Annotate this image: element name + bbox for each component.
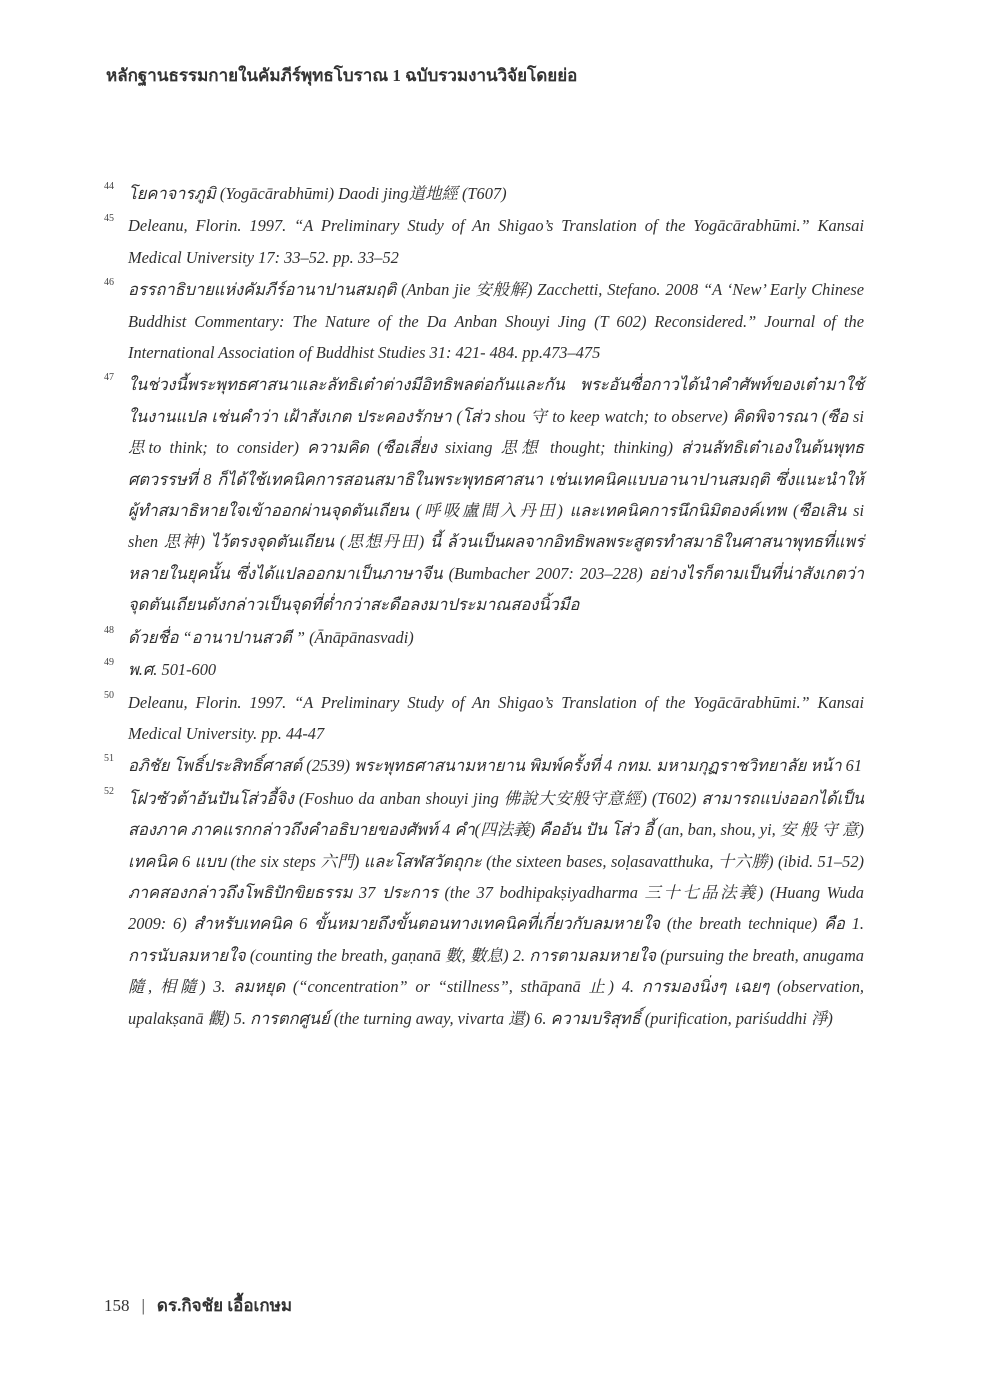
- footnote-text: ในช่วงนี้พระพุทธศาสนาและลัทธิเต๋าต่างมีอิทธิพลต่อกันและกัน พระอันซื่อกาวได้นำคำศัพท์ของเต๋ามาใช้ในงานแปล เช่นคำว่า เฝ้าสังเกต ประคองรักษา (โส่ว shou 守 to keep watch; to observe) คิดพิจารณา (ซือ si 思to think; to consider) ความคิด (ซือเสี่ยง sixiang 思想 thought; thinking) ส่วนลัทธิเต๋าเองในต้นพุทธศตวรรษที่ 8 ก็ได้ใช้เทคนิคการสอนสมาธิในพระพุทธศาสนา เช่นเทคนิคแบบอานาปานสมฤติ ซึ่งแนะนำให้ผู้ทำสมาธิหายใจเข้าออกผ่านจุดตันเถียน (呼吸盧間入丹田) และเทคนิคการนึกนิมิตองค์เทพ (ซือเสิน si shen 思神) ไว้ตรงจุดตันเถียน (思想丹田) นี้ ล้วนเป็นผลจากอิทธิพลพระสูตรทำสมาธิในศาสนาพุทธที่แพร่หลายในยุคนั้น ซึ่งได้แปลออกมาเป็นภาษาจีน (Bumbacher 2007: 203–228) อย่างไรก็ตามเป็นที่น่าสังเกตว่าจุดตันเถียนดังกล่าวเป็นจุดที่ต่ำกว่าสะดือลงมาประมาณสองนิ้วมือ: [128, 375, 864, 615]
- footnote-text: ด้วยชื่อ “อานาปานสวตี ” (Ānāpānasvadi): [128, 627, 414, 647]
- page-number: 158: [104, 1296, 130, 1315]
- footnote-51: [104, 750, 864, 781]
- footnote-text: Deleanu, Florin. 1997. “A Preliminary Study of An Shigao’s Translation of the Yogācārabhūmi.” Kansai Medical University. pp. 44-47: [128, 692, 864, 743]
- footnote-number: 44: [104, 181, 114, 192]
- running-header: หลักฐานธรรมกายในคัมภีร์พุทธโบราณ 1 ฉบับรวมงานวิจัยโดยย่อ: [106, 66, 578, 85]
- footnote-47: [104, 369, 864, 620]
- footnote-text: Deleanu, Florin. 1997. “A Preliminary Study of An Shigao’s Translation of the Yogācārabhūmi.” Kansai Medical University 17: 33–52. pp. 33–52: [128, 216, 864, 267]
- footnote-number: 50: [104, 689, 114, 701]
- author-name: ดร.กิจชัย เอื้อเกษม: [156, 1296, 293, 1315]
- footnote-44: [104, 178, 864, 209]
- footnote-number: 45: [104, 213, 114, 225]
- footnote-number: 48: [104, 624, 114, 636]
- footnote-49: [104, 654, 864, 685]
- footnote-45: [104, 210, 864, 273]
- footnote-48: [104, 622, 864, 653]
- footnote-number: 49: [104, 657, 114, 669]
- footnotes-list: [104, 178, 864, 1035]
- footnote-50: [104, 687, 864, 750]
- footnote-text: โฝวซัวต้าอันปันโส่วอี้จิง (Foshuo da anban shouyi jing 佛說大安般守意經) (T602) สามารถแบ่งออกได้เป็นสองภาค ภาคแรกกล่าวถึงคำอธิบายของศัพท์ 4 คำ(四法義) คืออัน ปัน โส่ว อี้ (an, ban, shou, yi, 安 般 守 意) เทคนิค 6 แบบ (the six steps 六門) และโสฬสวัตถุกะ (the sixteen bases, soḷasavatthuka, 十六勝) (ibid. 51–52) ภาคสองกล่าวถึงโพธิปักขิยธรรม 37 ประการ (the 37 bodhipakṣiyadharma 三十七品法義) (Huang Wuda 2009: 6) สำหรับเทคนิค 6 ขั้นหมายถึงขั้นตอนทางเทคนิคที่เกี่ยวกับลมหายใจ (the breath technique) คือ 1. การนับลมหายใจ (counting the breath, gaṇanā 數, 數息) 2. การตามลมหายใจ (pursuing the breath, anugama 隨, 相隨) 3. ลมหยุด (“concentration” or “stillness”, sthāpanā 止) 4. การมองนิ่งๆ เฉยๆ (observation, upalakṣanā 觀) 5. การตกศูนย์ (the turning away, vivarta 還) 6. ความบริสุทธิ์ (purification, pariśuddhi 淨): [128, 788, 864, 1028]
- footnote-number: 52: [104, 785, 114, 797]
- footnote-46: [104, 274, 864, 368]
- running-footer: [104, 1292, 292, 1319]
- footnote-text: พ.ศ. 501-600: [128, 660, 217, 680]
- footnote-52: [104, 783, 864, 1034]
- footnote-text: อรรถาธิบายแห่งคัมภีร์อานาปานสมฤติ (Anban jie 安般解) Zacchetti, Stefano. 2008 “A ‘New’ Early Chinese Buddhist Commentary: The Nature of the Da Anban Shouyi Jing (T 602) Reconsidered.” Journal of the International Association of Buddhist Studies 31: 421- 484. pp.473–475: [128, 280, 864, 363]
- footnote-number: 47: [104, 372, 114, 384]
- footnote-text: โยคาจารภูมิ (Yogācārabhūmi) Daodi jing道地經 (T607): [128, 184, 507, 203]
- footnote-number: 51: [104, 753, 114, 765]
- footnote-number: 46: [104, 277, 114, 289]
- footnote-text: อภิชัย โพธิ์ประสิทธิ์ศาสต์ (2539) พระพุทธศาสนามหายาน พิมพ์ครั้งที่ 4 กทม. มหามกุฏราชวิทยาลัย หน้า 61: [128, 756, 863, 776]
- footer-separator: |: [141, 1296, 145, 1315]
